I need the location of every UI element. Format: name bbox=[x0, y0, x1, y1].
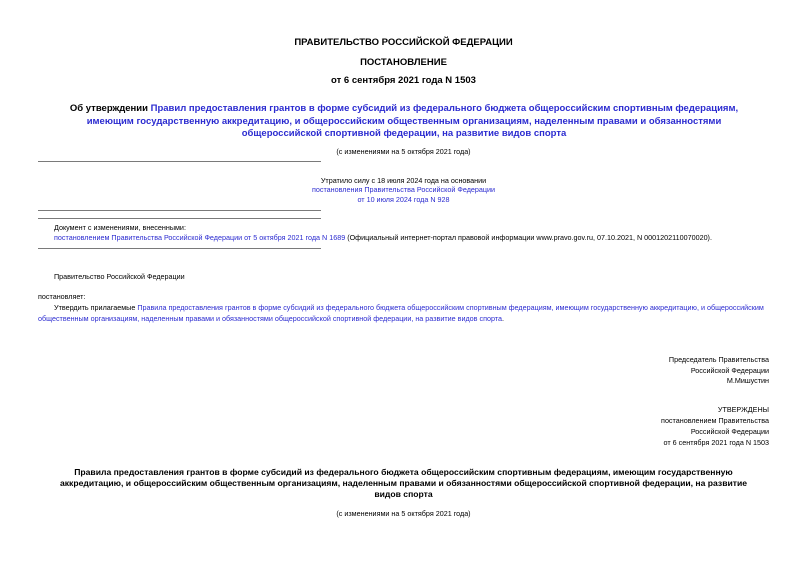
rules-changes-note: (с изменениями на 5 октября 2021 года) bbox=[336, 509, 471, 518]
rules-title-line2: аккредитацию, и общероссийским общественным организациям, наделенным правами и обязанностями общероссийской спортивной федерации, на развитие bbox=[59, 478, 748, 488]
document-title bbox=[64, 103, 744, 141]
divider bbox=[38, 248, 321, 249]
signature-country: Российской Федерации bbox=[690, 366, 769, 375]
amendments-line bbox=[54, 233, 712, 242]
doc-date-number: от 6 сентября 2021 года N 1503 bbox=[331, 75, 476, 86]
approve-paragraph-line2 bbox=[38, 314, 504, 323]
approve-prefix: Утвердить прилагаемые bbox=[54, 303, 138, 312]
approve-suffix: . bbox=[502, 314, 505, 323]
approved-country: Российской Федерации bbox=[690, 427, 769, 436]
amendment-source: (Официальный интернет-портал правовой информации www.pravo.gov.ru, 07.10.2021, N 0001202110070020). bbox=[345, 233, 712, 242]
divider bbox=[38, 161, 321, 162]
government-line: Правительство Российской Федерации bbox=[54, 272, 185, 281]
title-prefix: Об утверждении bbox=[69, 103, 151, 114]
repeal-decree-date-link[interactable]: от 10 июля 2024 года N 928 bbox=[357, 195, 450, 204]
repeal-decree-link[interactable]: постановления Правительства Российской Федерации bbox=[311, 185, 496, 194]
approve-rules-link-cont[interactable]: общественным организациям, наделенным правами и обязанностями общероссийской спортивной федерации, на развитие видов спорта bbox=[38, 314, 503, 323]
government-heading: ПРАВИТЕЛЬСТВО РОССИЙСКОЙ ФЕДЕРАЦИИ bbox=[294, 37, 513, 48]
approved-date: от 6 сентября 2021 года N 1503 bbox=[663, 438, 769, 447]
signature-position: Председатель Правительства bbox=[668, 355, 769, 364]
rules-title-line1: Правила предоставления грантов в форме субсидий из федерального бюджета общероссийским спортивным федерациям, имеющим государственную bbox=[74, 467, 733, 477]
rules-title-line3: видов спорта bbox=[374, 489, 433, 499]
approved-heading: УТВЕРЖДЕНЫ bbox=[717, 405, 769, 414]
amendment-decree-link[interactable]: постановлением Правительства Российской Федерации от 5 октября 2021 года N 1689 bbox=[54, 233, 346, 242]
divider bbox=[38, 210, 321, 211]
title-rules-link[interactable]: Правил предоставления грантов в форме субсидий из федерального бюджета общероссийским спортивным федерациям, имеющим государственную аккредитацию, и общероссийским общественным организациям, наделенным правами и обязанностями общероссийской спортивной федерации, на развитие видов спорта bbox=[86, 103, 739, 139]
amendments-label: Документ с изменениями, внесенными: bbox=[54, 223, 186, 232]
approved-by: постановлением Правительства bbox=[661, 416, 769, 425]
decrees-line: постановляет: bbox=[38, 292, 86, 301]
changes-note: (с изменениями на 5 октября 2021 года) bbox=[336, 147, 471, 156]
divider bbox=[38, 218, 321, 219]
signature-name: М.Мишустин bbox=[726, 376, 769, 385]
repeal-line: Утратило силу с 18 июля 2024 года на основании bbox=[320, 176, 487, 185]
approve-paragraph-line1 bbox=[54, 303, 764, 312]
approve-rules-link[interactable]: Правила предоставления грантов в форме субсидий из федерального бюджета общероссийским спортивным федерациям, имеющим государственную аккредитацию, и общероссийским bbox=[137, 303, 764, 312]
doc-type-heading: ПОСТАНОВЛЕНИЕ bbox=[360, 57, 447, 68]
